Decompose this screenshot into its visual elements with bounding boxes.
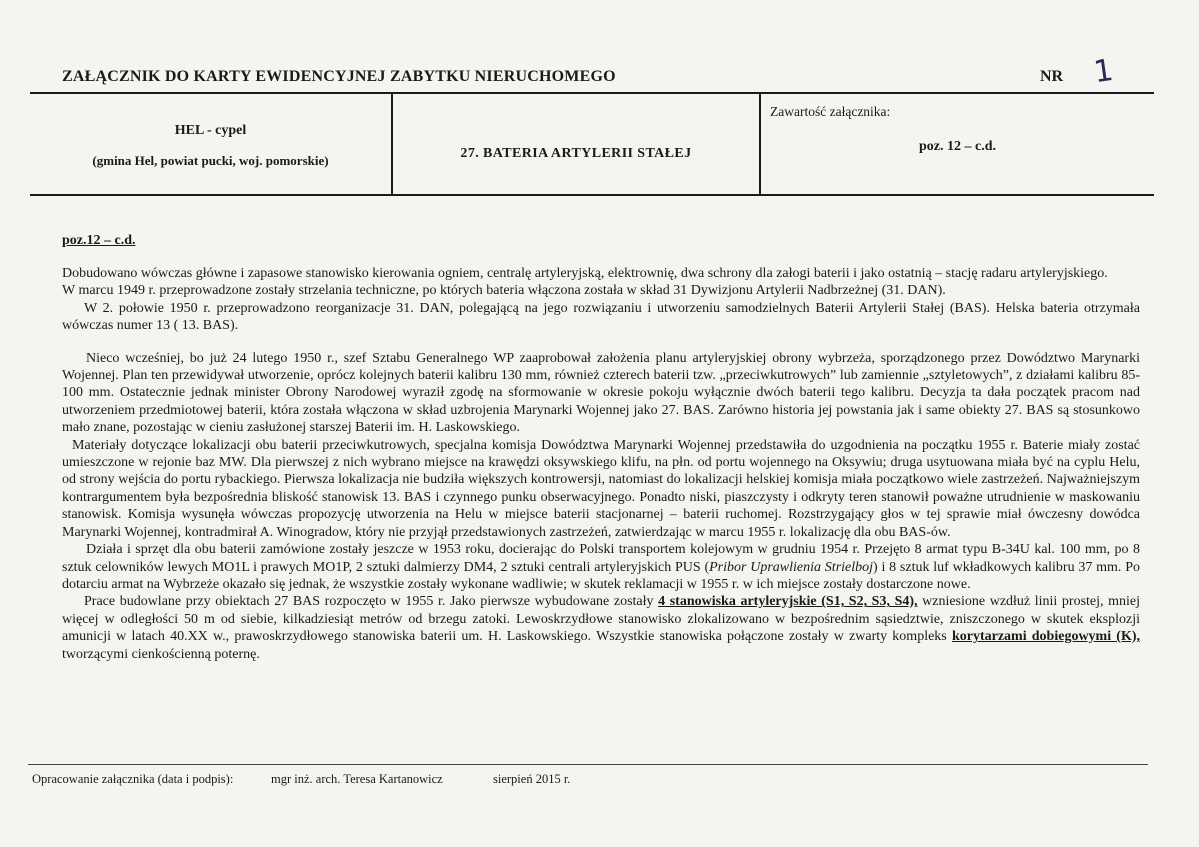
paragraph-3: W 2. połowie 1950 r. przeprowadzono reorganizacje 31. DAN, polegającą na jego rozwiązaniu i utworzeniu samodzielnych Baterii Artylerii Stałej (BAS). Helska bateria otrzymała wówczas numer 13 ( 13. BAS). — [62, 300, 1140, 334]
paragraph-7-text-c: tworzącymi cienkościenną poternę. — [62, 646, 260, 662]
nr-value-handwritten: 1 — [1091, 52, 1116, 91]
paragraph-6-text-a: Działa i sprzęt dla obu baterii zamówione zostały jeszcze w 1953 roku, docierając do Polski transportem kolejowym w grudniu 1954 r. Przejęto 8 armat typu B-34U kal. 100 mm, po 8 sztuk celowników lewych MO1L i prawych MO1P, 2 sztuki dalmierzy DM4, 2 sztuki centrali artyleryjskich PUS ( — [62, 542, 1140, 575]
highlight-corridors: korytarzami dobiegowymi (K), — [951, 629, 1140, 645]
paragraph-7-text-a: Prace budowlane przy obiektach 27 BAS rozpoczęto w 1955 r. Jako pierwsze wybudowane zostały — [84, 594, 659, 610]
highlight-artillery-positions: 4 stanowiska artyleryjskie (S1, S2, S3, S4), — [658, 594, 918, 610]
content-cell — [761, 93, 1154, 194]
nr-label: NR — [1040, 68, 1064, 85]
location-cell — [30, 93, 391, 194]
paragraph-6-italic: Pribor Uprawlienia Strielboj — [709, 559, 874, 575]
paragraph-6-text-b: ) i 8 sztuk luf wkładkowych kalibru 37 mm. Po dotarciu armat na Wybrzeże okazało się jednak, że wszystkie zostały wykonane wadliwie; w skutek reklamacji w 1955 r. w ich miejsce zostały dostarczone nowe. — [62, 559, 1140, 592]
content-value: poz. 12 – c.d. — [919, 139, 996, 154]
paragraph-6 — [62, 541, 1140, 593]
footer-rule — [28, 764, 1148, 765]
document-title: ZAŁĄCZNIK DO KARTY EWIDENCYJNEJ ZABYTKU NIERUCHOMEGO — [62, 68, 616, 85]
content-label: Zawartość załącznika: — [770, 104, 891, 119]
object-title: 27. BATERIA ARTYLERII STAŁEJ — [460, 146, 692, 161]
footer-date: sierpień 2015 r. — [493, 772, 571, 786]
paragraph-1: Dobudowano wówczas główne i zapasowe stanowisko kierowania ogniem, centralę artyleryjską, elektrownię, dwa schrony dla załogi baterii i jako ostatnią – stację radaru artyleryjskiego. — [62, 266, 1108, 281]
paragraph-5: Materiały dotyczące lokalizacji obu baterii przeciwkutrowych, specjalna komisja Dowództwa Marynarki Wojennej przedstawiła do uzgodnienia na początku 1955 r. Baterie miały zostać umieszczone w rejonie baz MW. Dla pierwszej z nich wybrano miejsce na krawędzi oksywskiego klifu, na płn. od portu wojennego na Oksywiu; druga usytuowana miała być na cyplu Helu, od strony wejścia do portu rybackiego. Pierwsza lokalizacja nie budziła większych kontrowersji, natomiast do lokalizacji helskiej komisja miała początkowo wiele zastrzeżeń. Najważniejszym kontrargumentem była bezpośrednia bliskość stanowisk 13. BAS i czynnego punku obserwacyjnego. Ponadto niski, piaszczysty i odkryty teren stanowił poważne utrudnienie w maskowaniu stanowisk. Komisja wysunęła wówczas propozycję utworzenia na Helu w miejsce baterii stacjonarnej – baterii ruchomej. Rozstrzygający głos w tej sprawie miał ówczesny dowódca Marynarki Wojennej, kontradmirał A. Winogradow, który nie przyjął przedstawionych zastrzeżeń, zatwierdzając w marcu 1955 r. lokalizację dla obu BAS-ów. — [62, 437, 1140, 540]
location-sub: (gmina Hel, powiat pucki, woj. pomorskie) — [92, 153, 329, 168]
location-main: HEL - cypel — [174, 123, 247, 138]
paragraph-4: Nieco wcześniej, bo już 24 lutego 1950 r., szef Sztabu Generalnego WP zaaprobował założenia planu artyleryjskiej obrony wybrzeża, sporządzonego przez Dowództwo Marynarki Wojennej. Plan ten przewidywał utworzenie, oprócz kolejnych baterii kalibru 130 mm, również czterech baterii tzw. „przeciwkutrowych” lub zamiennie „sztyletowych”, z działami kalibru 85-100 mm. Ostatecznie jednak minister Obrony Narodowej wyraził zgodę na sformowanie w okresie pokoju wyłącznie dwóch baterii tego kalibru. Decyzja ta dała początek pracom nad utworzeniem przedmiotowej baterii, która została włączona w skład uzbrojenia Marynarki Wojennej jako 27. BAS. Zarówno historia jej powstania jak i same obiekty 27. BAS są stosunkowo mało znane, pozostając w cieniu zasłużonej starszej Baterii im. H. Laskowskiego. — [62, 350, 1140, 436]
footer-label: Opracowanie załącznika (data i podpis): — [32, 772, 234, 786]
paragraph-7-text-b: wzniesione wzdłuż linii prostej, mniej więcej w odległości 50 m od siebie, kilkadziesiąt metrów od brzegu zatoki. Lewoskrzydłowe stanowisko zlokalizowano w bezpośrednim sąsiedztwie, zniszczonego w skutek eksplozji amunicji w latach 40.XX w., prawoskrzydłowego stanowiska baterii um. H. Laskowskiego. Wszystkie stanowiska połączone zostały w zwarty kompleks — [62, 594, 1140, 645]
object-title-cell — [393, 93, 759, 194]
section-heading: poz.12 – c.d. — [62, 233, 136, 248]
paragraph-2: W marcu 1949 r. przeprowadzone zostały strzelania techniczne, po których bateria włączona została w skład 31 Dywizjonu Artylerii Nadbrzeżnej (31. DAN). — [62, 283, 946, 299]
header-rule-bottom — [30, 194, 1154, 196]
footer-author: mgr inż. arch. Teresa Kartanowicz — [271, 772, 443, 786]
paragraph-7 — [62, 593, 1140, 663]
attachment-number — [1040, 52, 1116, 91]
body-text — [62, 265, 1140, 663]
